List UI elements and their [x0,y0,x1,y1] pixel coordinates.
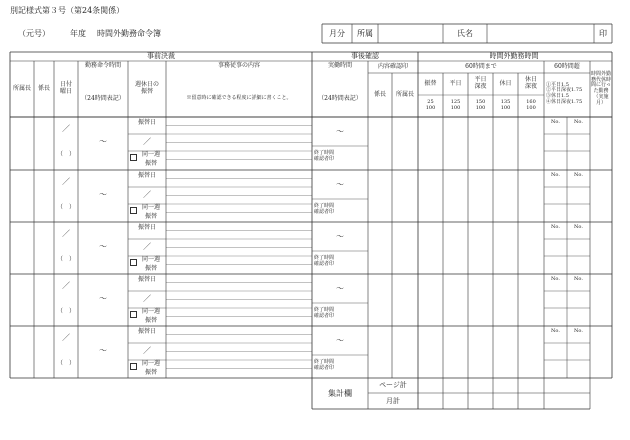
department-label: 所属 [357,28,373,38]
over60-no-2: No. [574,276,583,283]
col-holiday: 休日 [499,79,512,87]
order-time-tilde: 〜 [99,294,107,304]
section-overtime-hours: 時間外勤務時間 [489,52,539,61]
col-task-note: ※留意時に確認できる程度に詳細に書くこと。 [186,95,292,102]
col-dept-head-2: 所属長 [395,90,414,98]
over60-no-1: No. [551,224,560,231]
col-substitute-leave: 時間外勤 務代休時 間に行っ た勤務 （実施月） [590,70,611,106]
sub-day-label: 振替日 [137,223,156,231]
order-time-tilde: 〜 [99,242,107,252]
section-post-confirm: 事後確認 [351,52,379,61]
same-week-label: 同一週 [141,308,160,316]
sub-label: 振替 [144,317,157,325]
month-label: 月分 [329,28,345,38]
col-chief: 係長 [37,84,50,92]
actual-time-tilde: 〜 [336,127,344,137]
weekday-paren: （ ） [56,255,75,263]
same-week-label: 同一週 [141,360,160,368]
rate-weekday-night: 150 100 [475,99,486,111]
same-week-label: 同一週 [141,256,160,264]
col-actual-time-note: （24時間表記） [318,94,362,102]
rate-transfer: 25 100 [425,99,436,111]
sub-day-label: 振替日 [137,327,156,335]
sub-label: 振替 [144,160,157,168]
actual-time-tilde: 〜 [336,284,344,294]
weekday-paren: （ ） [56,203,75,211]
same-week-label: 同一週 [141,151,160,159]
col-date-day: 日付 曜日 [59,81,72,95]
form-number: 別記様式第３号（第24条関係） [10,6,125,15]
end-time-seal: 終了時間 確認者印 [314,307,335,319]
over60-no-2: No. [574,119,583,126]
rate-holiday: 135 100 [500,99,511,111]
sub-label: 振替 [144,265,157,273]
page-total-label: ページ計 [379,381,407,390]
over60-no-2: No. [574,328,583,335]
over60-categories: ①平日1.5 ②平日深夜1.75 ③休日1.5 ④休日深夜1.75 [546,81,583,105]
page-title: 時間外勤務命令簿 [97,29,161,38]
weekday-paren: （ ） [56,359,75,367]
over60-no-1: No. [551,276,560,283]
col-over-60: 60時間超 [554,62,580,70]
end-time-seal: 終了時間 確認者印 [314,359,335,371]
date-slash: ／ [62,281,70,291]
actual-time-tilde: 〜 [336,232,344,242]
era-label: （元号） [18,29,50,38]
weekday-paren: （ ） [56,150,75,158]
sub-day-slash: ／ [143,346,151,356]
col-holiday-night: 休日 深夜 [524,76,537,90]
over60-no-1: No. [551,328,560,335]
rate-weekday: 125 100 [450,99,461,111]
rate-holiday-night: 160 100 [526,99,536,111]
date-slash: ／ [62,124,70,134]
over60-no-2: No. [574,172,583,179]
sub-label: 振替 [144,213,157,221]
col-upto-60: 60時間まで [465,62,497,70]
col-transfer: 振替 [424,79,437,87]
col-order-time: 勤務命令時間 [84,62,121,69]
over60-no-1: No. [551,172,560,179]
section-pre-approval: 事前決裁 [147,52,175,61]
weekday-paren: （ ） [56,307,75,315]
sub-label: 振替 [144,369,157,377]
summary-label: 集計欄 [328,388,352,398]
order-time-tilde: 〜 [99,190,107,200]
same-week-label: 同一週 [141,204,160,212]
actual-time-tilde: 〜 [336,336,344,346]
col-order-time-note: （24時間表記） [81,94,125,102]
end-time-seal: 終了時間 確認者印 [314,255,335,267]
order-time-tilde: 〜 [99,346,107,356]
col-content-seal: 内容確認印 [377,62,408,70]
month-total-label: 月計 [386,396,400,405]
actual-time-tilde: 〜 [336,180,344,190]
end-time-seal: 終了時間 確認者印 [314,150,335,162]
date-slash: ／ [62,229,70,239]
sub-day-slash: ／ [143,294,151,304]
sub-day-label: 振替日 [137,275,156,283]
col-chief-2: 係長 [373,90,386,98]
year-label: 年度 [70,29,86,38]
col-actual-time: 実働時間 [327,62,352,69]
col-dept-head: 所属長 [12,84,31,92]
order-time-tilde: 〜 [99,137,107,147]
sub-day-slash: ／ [143,242,151,252]
col-substitute: 週休日の 振替 [134,81,159,95]
date-slash: ／ [62,177,70,187]
col-task: 事務従事の内容 [217,62,260,69]
sub-day-label: 振替日 [137,171,156,179]
sub-day-slash: ／ [143,137,151,147]
date-slash: ／ [62,333,70,343]
over60-no-1: No. [551,119,560,126]
sub-day-label: 振替日 [137,118,156,126]
col-weekday: 平日 [449,79,462,87]
seal-label: 印 [599,28,607,38]
over60-no-2: No. [574,224,583,231]
col-weekday-night: 平日 深夜 [474,76,487,90]
end-time-seal: 終了時間 確認者印 [314,203,335,215]
name-label: 氏名 [457,28,473,38]
sub-day-slash: ／ [143,190,151,200]
